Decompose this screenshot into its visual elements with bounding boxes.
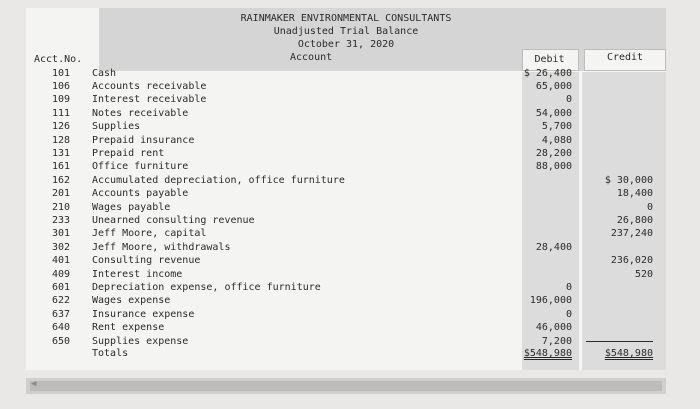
table-row: [26, 67, 666, 80]
credit-amount: 237,240: [610, 228, 653, 240]
account-name: Office furniture: [92, 161, 189, 173]
account-number: 302: [51, 241, 70, 253]
table-row: [26, 80, 666, 93]
totals-credit: $548,980: [604, 348, 653, 359]
scroll-left-icon[interactable]: ◀: [31, 379, 37, 389]
account-name: Jeff Moore, withdrawals: [92, 241, 231, 253]
debit-amount: 0: [565, 281, 572, 293]
table-row: [26, 281, 666, 294]
debit-amount: 54,000: [535, 107, 572, 119]
table-row: [26, 120, 666, 133]
credit-amount: 236,020: [610, 255, 653, 267]
account-name: Supplies: [92, 121, 141, 133]
account-number: 637: [51, 308, 70, 320]
credit-total-rule: [586, 341, 653, 342]
table-row: [26, 134, 666, 147]
account-number: 650: [51, 335, 70, 347]
account-name: Insurance expense: [92, 308, 195, 320]
debit-amount: 0: [565, 308, 572, 320]
account-number: 640: [51, 322, 70, 334]
account-number: 409: [51, 268, 70, 280]
account-number: 161: [51, 161, 70, 173]
account-name: Wages expense: [92, 295, 171, 307]
account-name: Prepaid rent: [92, 147, 165, 159]
account-number: 128: [51, 134, 70, 146]
table-row: [26, 93, 666, 106]
account-name: Prepaid insurance: [92, 134, 195, 146]
table-row: [26, 201, 666, 214]
totals-label: Totals: [92, 348, 129, 359]
table-row: [26, 294, 666, 307]
account-number: 601: [51, 281, 70, 293]
account-number: 301: [51, 228, 70, 240]
debit-amount: 28,400: [535, 241, 572, 253]
table-row: [26, 147, 666, 160]
debit-amount: 46,000: [535, 322, 572, 334]
account-name: Jeff Moore, capital: [92, 228, 207, 240]
debit-amount: 4,080: [541, 134, 572, 146]
account-number: 201: [51, 188, 70, 200]
debit-amount: 65,000: [535, 80, 572, 92]
account-name: Accumulated depreciation, office furniture: [92, 174, 345, 186]
debit-amount: 196,000: [529, 295, 572, 307]
debit-amount: 88,000: [535, 161, 572, 173]
account-name: Rent expense: [92, 322, 165, 334]
table-row: [26, 254, 666, 267]
account-name: Accounts receivable: [92, 80, 207, 92]
account-name: Consulting revenue: [92, 255, 201, 267]
table-row: [26, 321, 666, 334]
acct-no-header: Acct.No.: [34, 54, 83, 65]
table-row: [26, 187, 666, 200]
credit-amount: 520: [634, 268, 653, 280]
credit-amount: 26,800: [616, 214, 653, 226]
account-name: Unearned consulting revenue: [92, 214, 255, 226]
debit-amount: 0: [565, 94, 572, 106]
credit-amount: $ 30,000: [604, 174, 653, 186]
table-row: [26, 335, 666, 348]
table-row: [26, 227, 666, 240]
company-name: RAINMAKER ENVIRONMENTAL CONSULTANTS: [240, 13, 452, 24]
account-name: Interest receivable: [92, 94, 207, 106]
trial-balance-sheet: [26, 8, 666, 370]
table-row: [26, 160, 666, 173]
account-number: 126: [51, 121, 70, 133]
account-name: Interest income: [92, 268, 183, 280]
account-name: Notes receivable: [92, 107, 189, 119]
account-number: 131: [51, 147, 70, 159]
account-number: 622: [51, 295, 70, 307]
account-name: Wages payable: [92, 201, 171, 213]
account-name: Cash: [92, 67, 117, 79]
report-title: Unadjusted Trial Balance: [273, 26, 419, 37]
credit-header: Credit: [606, 52, 644, 63]
table-row: [26, 214, 666, 227]
account-number: 101: [51, 67, 70, 79]
scrollbar-thumb[interactable]: [30, 381, 662, 391]
account-number: 210: [51, 201, 70, 213]
debit-amount: $ 26,400: [523, 67, 572, 79]
table-row: [26, 174, 666, 187]
table-row: [26, 308, 666, 321]
account-number: 106: [51, 80, 70, 92]
table-row: [26, 241, 666, 254]
debit-amount: 7,200: [541, 335, 572, 347]
account-header: Account: [290, 52, 333, 63]
table-row: [26, 107, 666, 120]
table-row: [26, 268, 666, 281]
debit-header: Debit: [534, 54, 565, 65]
debit-amount: 5,700: [541, 121, 572, 133]
account-number: 111: [51, 107, 70, 119]
credit-amount: 18,400: [616, 188, 653, 200]
debit-amount: 28,200: [535, 147, 572, 159]
totals-debit: $548,980: [523, 348, 572, 359]
account-number: 109: [51, 94, 70, 106]
account-name: Depreciation expense, office furniture: [92, 281, 321, 293]
totals-row: [26, 347, 666, 360]
report-date: October 31, 2020: [297, 39, 395, 50]
account-number: 401: [51, 255, 70, 267]
account-number: 162: [51, 174, 70, 186]
account-number: 233: [51, 214, 70, 226]
credit-amount: 0: [646, 201, 653, 213]
account-name: Accounts payable: [92, 188, 189, 200]
account-name: Supplies expense: [92, 335, 189, 347]
